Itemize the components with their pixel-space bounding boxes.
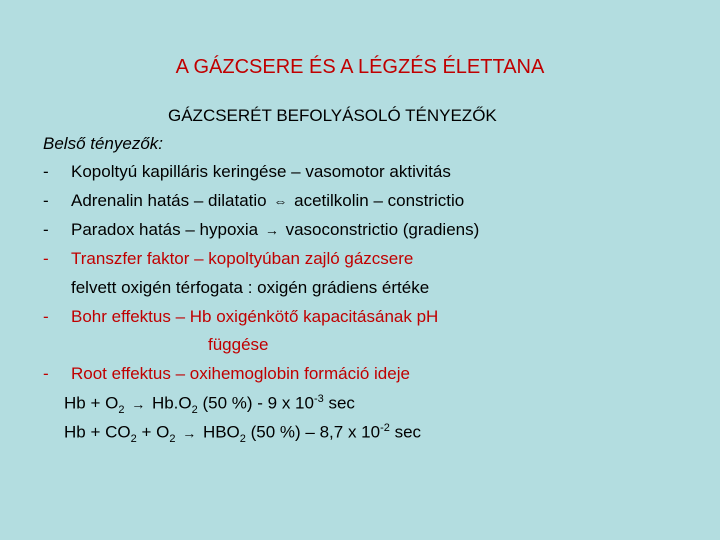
eq-text: + O	[136, 422, 170, 442]
item-text: Adrenalin hatás – dilatatio	[71, 191, 267, 210]
arrow-icon: →	[182, 424, 197, 441]
list-item	[43, 249, 413, 269]
equation-2	[64, 422, 421, 445]
list-item	[43, 307, 438, 327]
eq-text: sec	[323, 393, 355, 413]
eq-text: Hb + O	[64, 393, 119, 413]
eq-sup: -3	[313, 393, 324, 405]
slide-title: A GÁZCSERE ÉS A LÉGZÉS ÉLETTANA	[175, 56, 545, 78]
equation-1	[64, 393, 355, 416]
eq-sub: 2	[239, 433, 246, 446]
list-item	[43, 191, 464, 211]
eq-text: Hb.O	[151, 393, 192, 413]
eq-text: (50 %) – 8,7 x 10	[245, 422, 381, 442]
arrow-icon: →	[264, 222, 279, 238]
item-text: Paradox hatás – hypoxia	[71, 220, 259, 239]
arrow-icon: →	[131, 395, 146, 412]
eq-sup: -2	[380, 422, 390, 434]
item-continuation: függése	[208, 335, 269, 354]
item-text: Kopoltyú kapilláris keringése – vasomotor aktivitás	[71, 162, 451, 181]
eq-sub: 2	[130, 433, 137, 446]
bullet-dash: -	[43, 249, 49, 268]
list-item	[43, 220, 479, 240]
bullet-dash: -	[43, 162, 49, 181]
slide-subtitle: GÁZCSERÉT BEFOLYÁSOLÓ TÉNYEZŐK	[168, 106, 497, 125]
bullet-dash: -	[43, 364, 49, 383]
list-item	[43, 364, 410, 384]
item-text: Bohr effektus – Hb oxigénkötő kapacitásának pH	[71, 307, 439, 326]
eq-sub: 2	[118, 404, 125, 417]
eq-text: HBO	[202, 422, 240, 442]
eq-text: Hb + CO	[64, 422, 131, 442]
item-text: vasoconstrictio (gradiens)	[285, 220, 480, 239]
bullet-dash: -	[43, 307, 49, 326]
item-text: acetilkolin – constrictio	[294, 191, 465, 210]
list-item	[43, 162, 451, 182]
bullet-dash: -	[43, 191, 49, 210]
eq-text: (50 %) - 9 x 10	[197, 393, 314, 413]
eq-sub: 2	[191, 404, 198, 417]
section-heading: Belső tényezők:	[43, 134, 164, 153]
item-text: Transzfer faktor – kopoltyúban zajló gázcsere	[71, 249, 414, 268]
item-text: Root effektus – oxihemoglobin formáció ideje	[71, 364, 410, 383]
double-arrow-icon: ⇔	[273, 193, 288, 209]
eq-sub: 2	[169, 433, 176, 446]
bullet-dash: -	[43, 220, 49, 239]
eq-text: sec	[389, 422, 422, 442]
item-continuation: felvett oxigén térfogata : oxigén grádiens értéke	[71, 278, 430, 297]
